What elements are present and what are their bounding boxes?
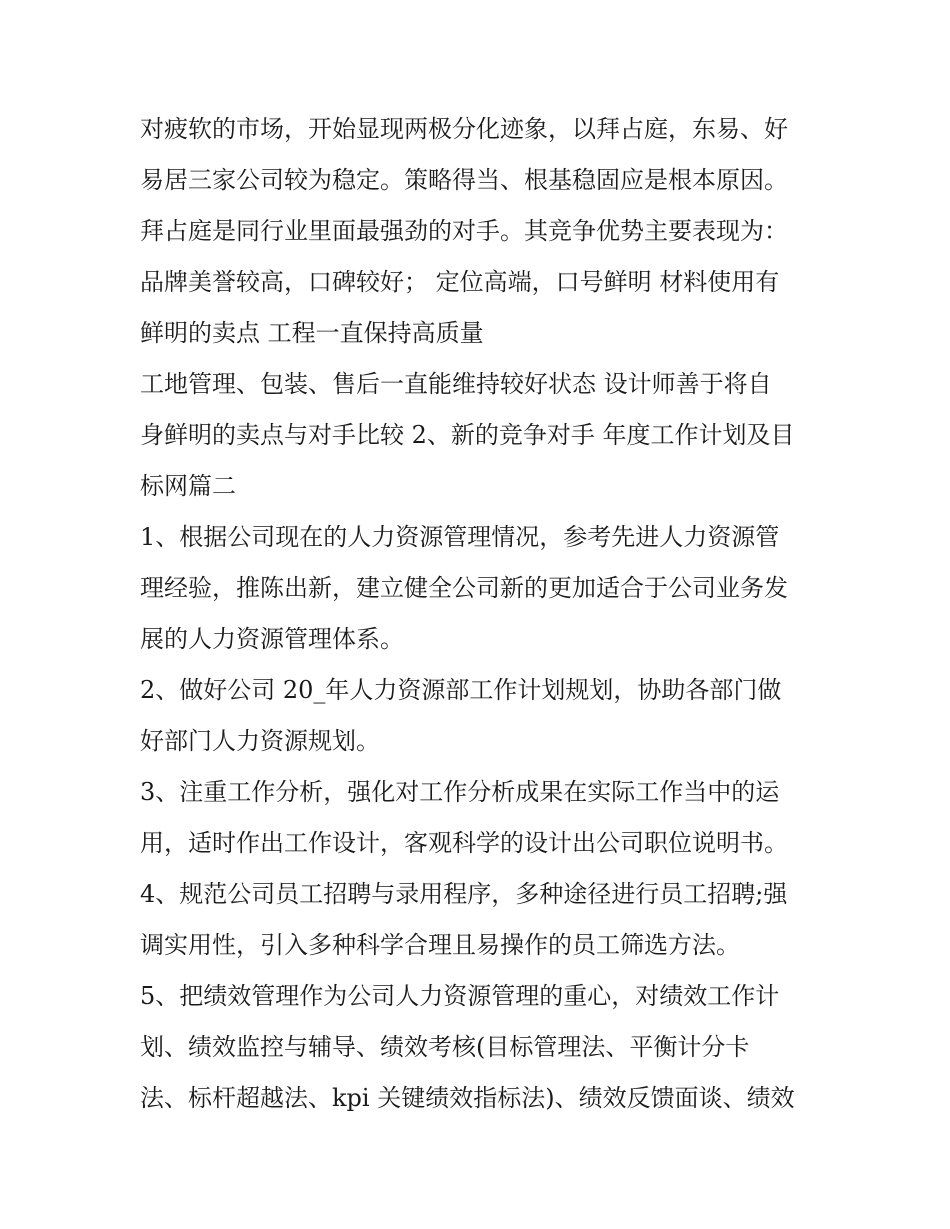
text-line: 展的人力资源管理体系。	[140, 625, 404, 653]
text-line: 5、把绩效管理作为公司人力资源管理的重心，对绩效工作计	[140, 982, 780, 1010]
text-line: 身鲜明的卖点与对手比较 2、新的竞争对手 年度工作计划及目	[140, 421, 795, 449]
text-line: 4、规范公司员工招聘与录用程序，多种途径进行员工招聘;强	[140, 880, 788, 908]
text-line: 拜占庭是同行业里面最强劲的对手。其竞争优势主要表现为：	[140, 217, 788, 245]
text-line: 法、标杆超越法、kpi 关键绩效指标法)、绩效反馈面谈、绩效	[140, 1084, 795, 1112]
text-line: 用，适时作出工作设计，客观科学的设计出公司职位说明书。	[140, 829, 788, 857]
text-line: 鲜明的卖点 工程一直保持高质量	[140, 319, 484, 347]
text-line: 3、注重工作分析，强化对工作分析成果在实际工作当中的运	[140, 778, 780, 806]
text-line: 调实用性，引入多种科学合理且易操作的员工筛选方法。	[140, 931, 740, 959]
text-line: 标网篇二	[140, 472, 236, 500]
document-body	[140, 104, 820, 1124]
text-line: 品牌美誉较高，口碑较好； 定位高端，口号鲜明 材料使用有	[140, 268, 780, 296]
text-line: 划、绩效监控与辅导、绩效考核(目标管理法、平衡计分卡	[140, 1033, 750, 1061]
text-line: 工地管理、包装、售后一直能维持较好状态 设计师善于将自	[140, 370, 772, 398]
text-line: 1、根据公司现在的人力资源管理情况，参考先进人力资源管	[140, 523, 780, 551]
text-line: 理经验，推陈出新，建立健全公司新的更加适合于公司业务发	[140, 574, 788, 602]
text-line: 对疲软的市场，开始显现两极分化迹象，以拜占庭，东易、好	[140, 115, 788, 143]
text-line: 易居三家公司较为稳定。策略得当、根基稳固应是根本原因。	[140, 166, 788, 194]
text-line: 2、做好公司 20_年人力资源部工作计划规划，协助各部门做	[140, 676, 782, 704]
text-line: 好部门人力资源规划。	[140, 727, 380, 755]
